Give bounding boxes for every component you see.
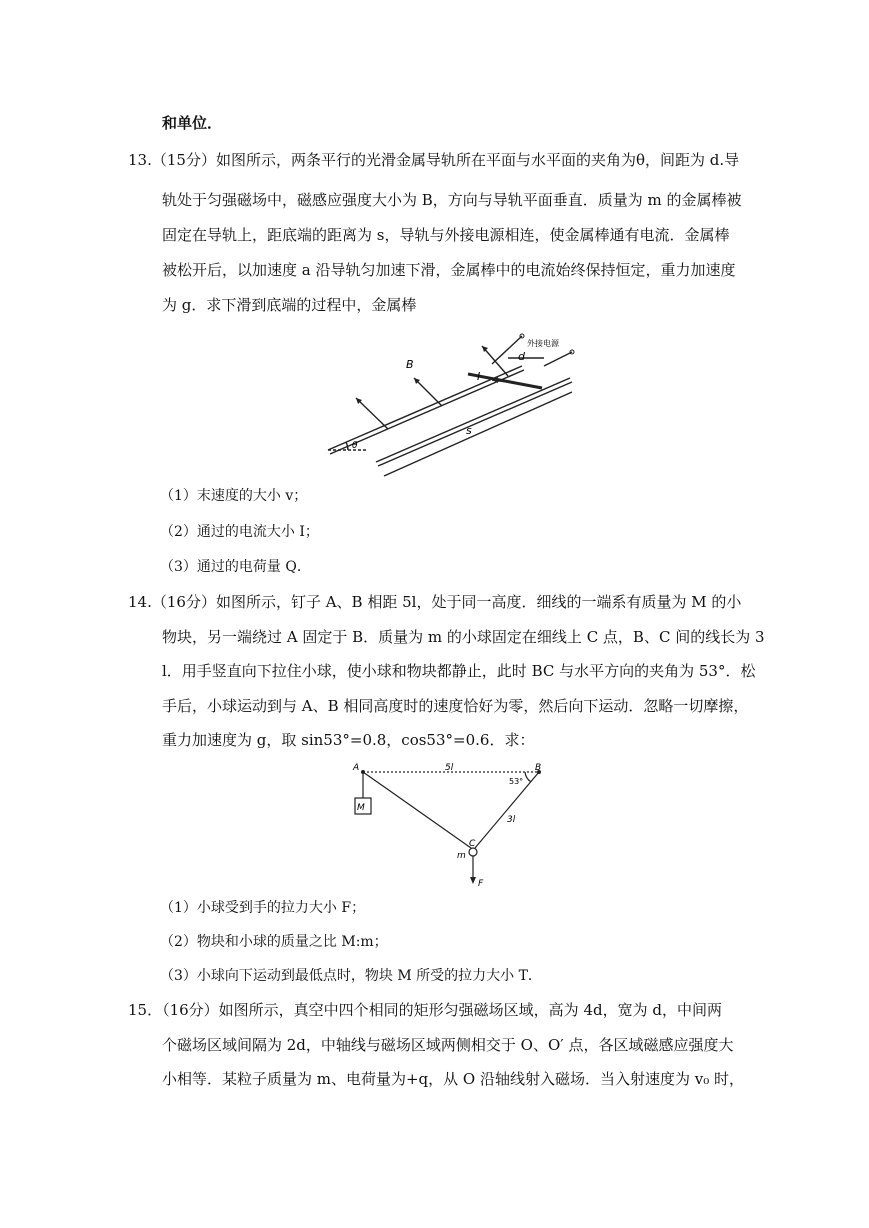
angle-arc bbox=[525, 772, 531, 782]
label-theta: θ bbox=[352, 441, 358, 451]
rail-right-a bbox=[376, 378, 570, 462]
continuation-line: 和单位． bbox=[162, 114, 223, 132]
label-m: m bbox=[457, 851, 466, 861]
q13-line-3: 固定在导轨上，距底端的距离为 s，导轨与外接电源相连，使金属棒通有电流．金属棒 bbox=[162, 226, 730, 244]
label-3l: 3l bbox=[507, 815, 516, 825]
q14-line-1: 14.（16分）如图所示，钉子 A、B 相距 5l，处于同一高度．细线的一端系有质量为 M 的小 bbox=[128, 593, 742, 611]
nail-A bbox=[361, 770, 365, 774]
label-B: B bbox=[535, 763, 542, 773]
label-I: I bbox=[477, 370, 481, 383]
label-53: 53° bbox=[509, 777, 524, 786]
rail-left-b bbox=[330, 370, 524, 454]
s-dim bbox=[384, 392, 572, 476]
q15-line-3: 小相等．某粒子质量为 m、电荷量为+q，从 O 沿轴线射入磁场．当入射速度为 v₀ 时， bbox=[162, 1070, 745, 1088]
string-BC bbox=[475, 772, 539, 848]
label-s: s bbox=[466, 424, 472, 437]
q14-sub-2: （2）物块和小球的质量之比 M:m； bbox=[160, 934, 388, 950]
q14-line-4: 手后，小球运动到与 A、B 相同高度时的速度恰好为零，然后向下运动．忽略一切摩擦， bbox=[162, 697, 749, 715]
normal-arrow-2 bbox=[414, 378, 442, 406]
q15-line-2: 个磁场区域间隔为 2d，中轴线与磁场区域两侧相交于 O、O′ 点，各区域磁感应强度大 bbox=[162, 1036, 734, 1054]
rail-right-b bbox=[378, 382, 572, 466]
normal-arrow-3 bbox=[482, 346, 508, 376]
label-M: M bbox=[357, 803, 365, 813]
q13-sub-3: （3）通过的电荷量 Q． bbox=[160, 559, 311, 575]
q14-line-3: l．用手竖直向下拉住小球，使小球和物块都静止，此时 BC 与水平方向的夹角为 53°．松 bbox=[162, 662, 756, 680]
force-arrowhead bbox=[470, 877, 476, 884]
q14-sub-3: （3）小球向下运动到最低点时，物块 M 所受的拉力大小 T． bbox=[160, 968, 542, 984]
q13-sub-1: （1）末速度的大小 v； bbox=[160, 488, 308, 504]
q13-line-4: 被松开后，以加速度 a 沿导轨匀加速下滑，金属棒中的电流始终保持恒定，重力加速度 bbox=[162, 261, 736, 279]
q14-sub-1: （1）小球受到手的拉力大小 F； bbox=[160, 900, 366, 916]
label-B: B bbox=[406, 358, 414, 371]
label-5l: 5l bbox=[445, 763, 454, 773]
label-d: d bbox=[518, 350, 525, 363]
label-F: F bbox=[478, 879, 484, 889]
q14-line-2: 物块，另一端绕过 A 固定于 B．质量为 m 的小球固定在细线上 C 点，B、C 间的线长为 3 bbox=[162, 628, 765, 646]
q13-line-2: 轨处于匀强磁场中，磁感应强度大小为 B，方向与导轨平面垂直．质量为 m 的金属棒被 bbox=[162, 191, 742, 209]
theta-arc bbox=[346, 442, 348, 450]
label-C: C bbox=[469, 839, 476, 849]
q13-line-5: 为 g．求下滑到底端的过程中，金属棒 bbox=[162, 296, 417, 314]
q15-line-1: 15．（16分）如图所示，真空中四个相同的矩形匀强磁场区域，高为 4d，宽为 d，中间两 bbox=[128, 1001, 722, 1019]
lead-2 bbox=[544, 352, 572, 366]
q14-line-5: 重力加速度为 g，取 sin53°=0.8，cos53°=0.6．求： bbox=[162, 731, 535, 749]
q14-pulley-figure bbox=[345, 760, 555, 890]
string-AC bbox=[363, 772, 471, 848]
label-A: A bbox=[353, 763, 360, 773]
q13-sub-2: （2）通过的电流大小 I； bbox=[160, 524, 319, 540]
q13-line-1: 13.（15分）如图所示，两条平行的光滑金属导轨所在平面与水平面的夹角为θ，间距为 d.导 bbox=[128, 151, 740, 169]
normal-arrow-1 bbox=[356, 398, 388, 429]
ball-m bbox=[469, 848, 477, 856]
label-power: 外接电源 bbox=[527, 339, 559, 348]
q13-rail-figure bbox=[322, 330, 582, 478]
